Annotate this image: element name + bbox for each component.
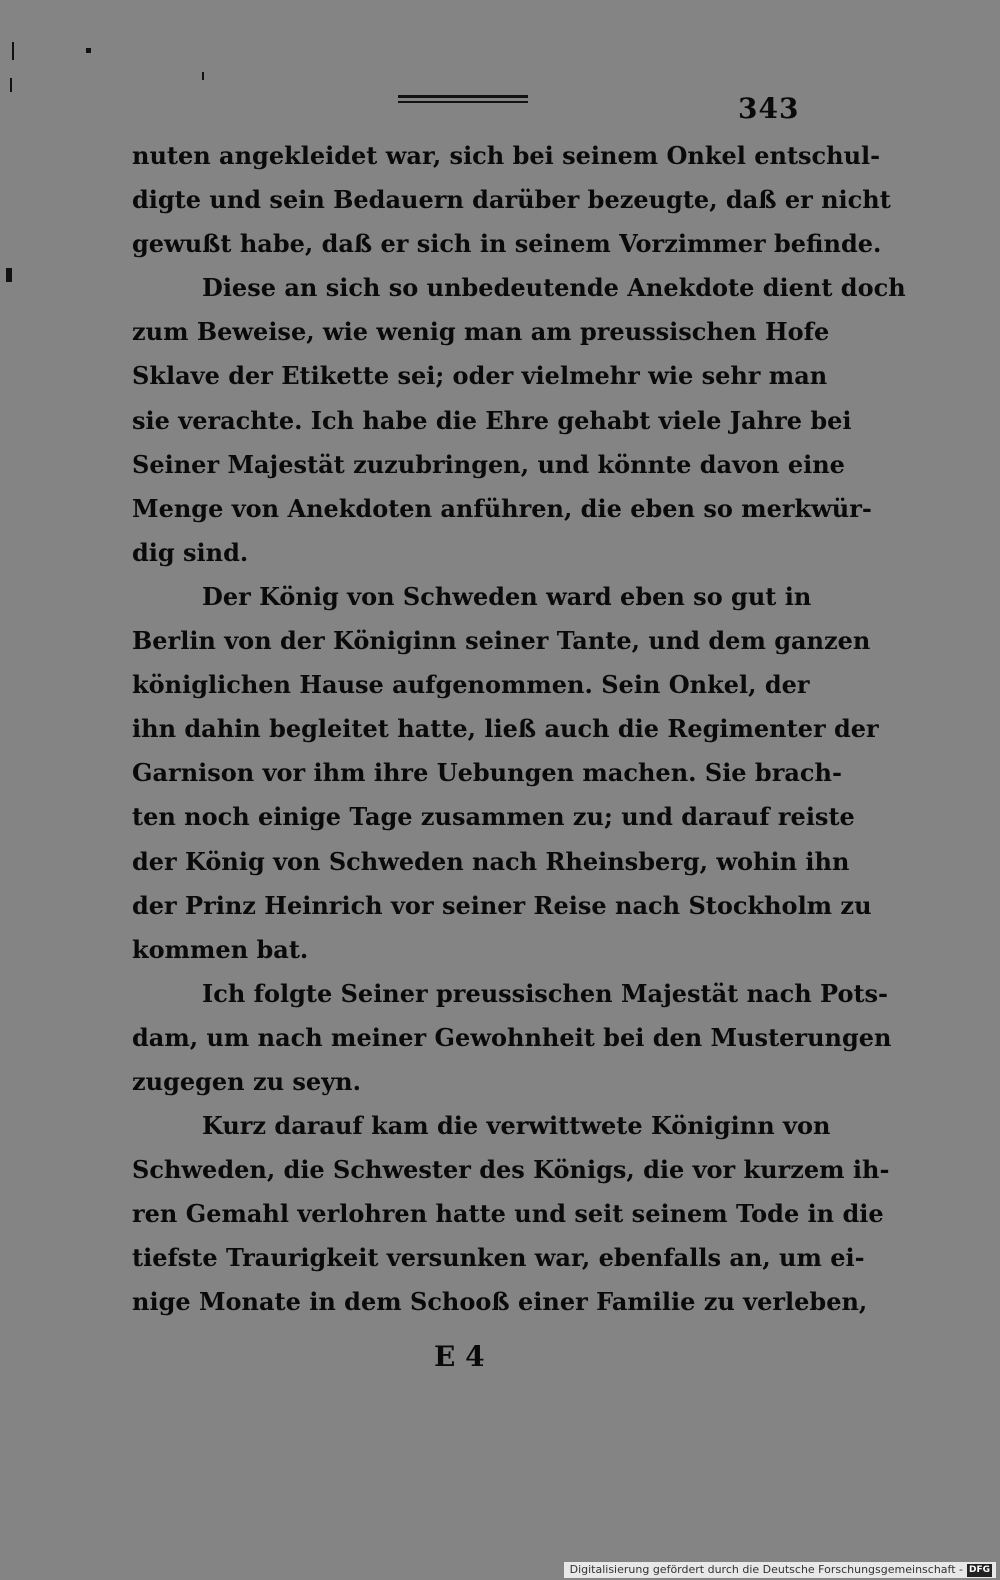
header-rule-thin	[398, 101, 528, 103]
text-line: Kurz darauf kam die verwittwete Königinn von	[202, 1111, 831, 1141]
dfg-logo: DFG	[968, 1564, 990, 1575]
footer-text: Digitalisierung gefördert durch die Deutsche Forschungsgemeinschaft -	[569, 1563, 963, 1576]
text-line: Diese an sich so unbedeutende Anekdote dient doch	[202, 273, 906, 303]
text-line: gewußt habe, daß er sich in seinem Vorzimmer befinde.	[132, 229, 882, 259]
text-line: Seiner Majestät zuzubringen, und könnte davon eine	[132, 449, 845, 479]
text-line: Menge von Anekdoten anführen, die eben so merkwür-	[132, 493, 872, 523]
body-text	[132, 134, 906, 1325]
text-line: ten noch einige Tage zusammen zu; und darauf reiste	[132, 802, 855, 832]
scan-speck	[6, 268, 12, 282]
text-line: digte und sein Bedauern darüber bezeugte, daß er nicht	[132, 185, 891, 215]
text-line: sie verachte. Ich habe die Ehre gehabt viele Jahre bei	[132, 405, 852, 435]
text-line: königlichen Hause aufgenommen. Sein Onkel, der	[132, 670, 810, 700]
digitization-footer	[564, 1562, 996, 1578]
text-line: ihn dahin begleitet hatte, ließ auch die Regimenter der	[132, 714, 879, 744]
text-line: dig sind.	[132, 537, 249, 567]
header-rule	[398, 95, 528, 98]
scan-speck	[202, 72, 204, 80]
page-number: 343	[738, 92, 800, 125]
text-line: Der König von Schweden ward eben so gut in	[202, 581, 812, 611]
text-line: Garnison vor ihm ihre Uebungen machen. Sie brach-	[132, 758, 842, 788]
text-line: zugegen zu seyn.	[132, 1066, 361, 1096]
text-line: Schweden, die Schwester des Königs, die vor kurzem ih-	[132, 1155, 890, 1185]
text-line: Berlin von der Königinn seiner Tante, und dem ganzen	[132, 626, 871, 656]
text-line: Sklave der Etikette sei; oder vielmehr wie sehr man	[132, 361, 828, 391]
text-line: dam, um nach meiner Gewohnheit bei den Musterungen	[132, 1022, 892, 1052]
text-line: kommen bat.	[132, 934, 309, 964]
text-line: tiefste Traurigkeit versunken war, ebenfalls an, um ei-	[132, 1243, 865, 1273]
scan-speck	[10, 78, 12, 92]
text-line: Ich folgte Seiner preussischen Majestät nach Pots-	[202, 978, 889, 1008]
text-line: der Prinz Heinrich vor seiner Reise nach Stockholm zu	[132, 890, 872, 920]
scan-speck	[12, 42, 14, 60]
text-line: der König von Schweden nach Rheinsberg, wohin ihn	[132, 846, 850, 876]
signature-mark: E 4	[434, 1340, 485, 1373]
text-line: ren Gemahl verlohren hatte und seit seinem Tode in die	[132, 1199, 884, 1229]
scan-speck	[86, 48, 91, 53]
text-line: nuten angekleidet war, sich bei seinem Onkel entschul-	[132, 141, 881, 170]
text-line: zum Beweise, wie wenig man am preussischen Hofe	[132, 317, 830, 347]
text-line: nige Monate in dem Schooß einer Familie zu verleben,	[132, 1287, 868, 1317]
